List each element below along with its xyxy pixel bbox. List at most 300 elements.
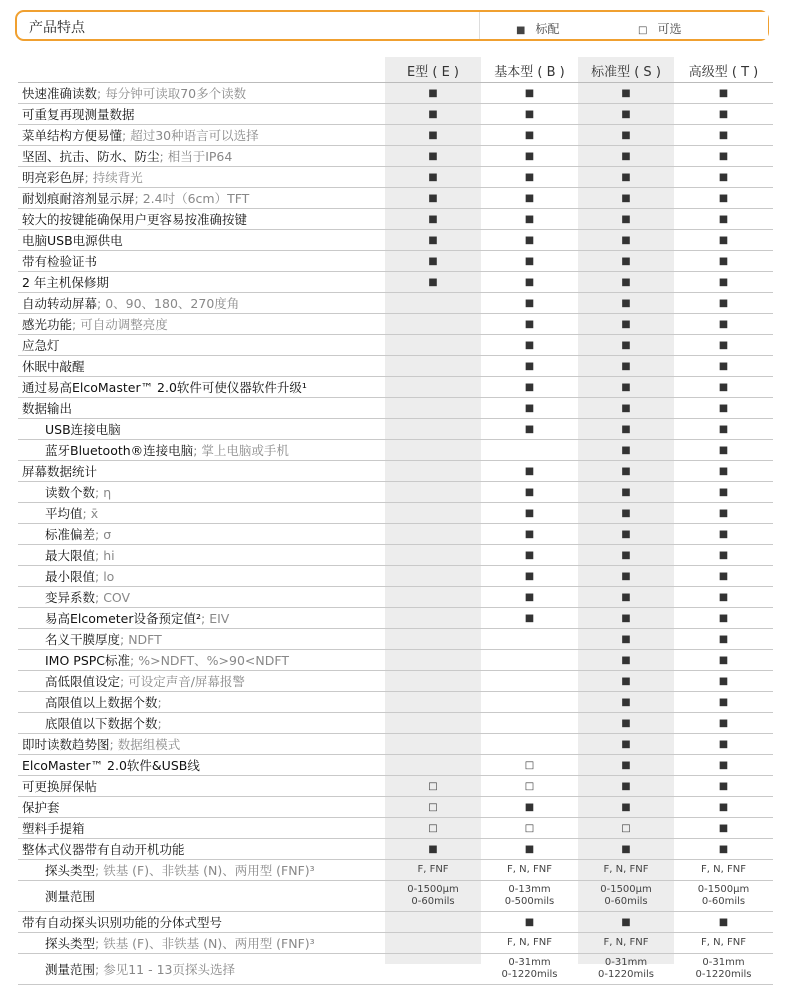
feature-cell <box>18 818 385 839</box>
mark-cell: ■ <box>481 146 578 167</box>
table-row <box>18 692 773 713</box>
table-row <box>18 860 773 881</box>
range-cell <box>578 881 674 912</box>
table-row <box>18 912 773 933</box>
feature-note: ; 铁基 (F)、非铁基 (N)、两用型 (FNF)³ <box>95 863 315 878</box>
mark-cell: ■ <box>481 419 578 440</box>
mark-cell <box>385 692 481 713</box>
mark-cell: ■ <box>578 104 674 125</box>
range-metric: 0-1500µm <box>697 884 750 895</box>
range-imperial: 0-1220mils <box>695 969 752 980</box>
feature-label: 自动转动屏幕 <box>22 296 98 311</box>
feature-cell <box>18 587 385 608</box>
feature-cell <box>18 482 385 503</box>
mark-cell: ■ <box>578 440 674 461</box>
feature-cell <box>18 608 385 629</box>
range-imperial: 0-60mils <box>411 896 455 907</box>
mark-cell: ■ <box>481 293 578 314</box>
mark-cell <box>385 545 481 566</box>
mark-cell: ■ <box>578 713 674 734</box>
feature-note: ; η <box>95 485 112 500</box>
mark-cell: ■ <box>481 314 578 335</box>
table-row <box>18 545 773 566</box>
mark-cell: ■ <box>481 482 578 503</box>
mark-cell <box>385 734 481 755</box>
mark-cell: ■ <box>578 230 674 251</box>
mark-cell: ■ <box>385 188 481 209</box>
table-row <box>18 629 773 650</box>
table-row <box>18 608 773 629</box>
mark-cell: ■ <box>578 671 674 692</box>
table-row <box>18 230 773 251</box>
mark-cell <box>385 398 481 419</box>
feature-label: 高限值以上数据个数 <box>45 695 158 710</box>
mark-cell <box>385 629 481 650</box>
table-row <box>18 734 773 755</box>
table-row <box>18 587 773 608</box>
feature-cell <box>18 377 385 398</box>
feature-label: 菜单结构方便易懂 <box>22 128 123 143</box>
feature-cell <box>18 104 385 125</box>
mark-cell <box>385 566 481 587</box>
table-row <box>18 419 773 440</box>
mark-cell: ■ <box>481 377 578 398</box>
feature-cell <box>18 912 385 933</box>
mark-cell: ■ <box>578 209 674 230</box>
table-row <box>18 755 773 776</box>
range-cell <box>674 881 773 912</box>
range-metric: 0-1500µm <box>600 884 652 895</box>
mark-cell: ■ <box>578 524 674 545</box>
mark-cell: ■ <box>481 608 578 629</box>
mark-cell: ■ <box>385 146 481 167</box>
table-row <box>18 797 773 818</box>
mark-cell <box>385 713 481 734</box>
mark-cell <box>385 440 481 461</box>
probe-type-cell: F, N, FNF <box>674 860 773 881</box>
range-cell <box>385 881 481 912</box>
mark-cell: ■ <box>674 209 773 230</box>
mark-cell: ■ <box>578 356 674 377</box>
feature-cell <box>18 398 385 419</box>
mark-cell: ■ <box>481 251 578 272</box>
range-cell <box>481 881 578 912</box>
mark-cell: ■ <box>578 293 674 314</box>
mark-cell: ■ <box>674 440 773 461</box>
mark-cell: ■ <box>674 671 773 692</box>
mark-cell <box>385 755 481 776</box>
mark-cell: ■ <box>385 104 481 125</box>
mark-cell <box>481 629 578 650</box>
feature-note: ; 每分钟可读取70多个读数 <box>97 86 247 101</box>
feature-label: 易高Elcometer设备预定值² <box>45 611 202 626</box>
feature-table <box>18 58 773 985</box>
mark-cell: ■ <box>674 314 773 335</box>
feature-cell <box>18 146 385 167</box>
mark-cell: ■ <box>578 650 674 671</box>
mark-cell <box>385 356 481 377</box>
range-cell <box>481 954 578 985</box>
feature-label: 探头类型 <box>45 936 96 951</box>
mark-cell <box>481 440 578 461</box>
feature-label: 变异系数 <box>45 590 96 605</box>
feature-label: 屏幕数据统计 <box>22 464 98 479</box>
mark-cell: ■ <box>674 83 773 104</box>
feature-cell <box>18 167 385 188</box>
feature-note: ; 数据组模式 <box>109 737 181 752</box>
probe-type-cell: F, N, FNF <box>674 933 773 954</box>
mark-cell: ■ <box>578 251 674 272</box>
feature-note: ; hi <box>95 548 115 563</box>
feature-label: 数据输出 <box>22 401 73 416</box>
feature-cell <box>18 251 385 272</box>
feature-label: 带有检验证书 <box>22 254 98 269</box>
feature-cell <box>18 209 385 230</box>
range-metric: 0-31mm <box>702 957 745 968</box>
feature-cell <box>18 461 385 482</box>
mark-cell: ■ <box>385 230 481 251</box>
table-row <box>18 251 773 272</box>
range-imperial: 0-1220mils <box>598 969 654 980</box>
probe-type-cell: F, N, FNF <box>481 860 578 881</box>
table-header-row <box>18 58 773 83</box>
mark-cell: ■ <box>674 272 773 293</box>
mark-cell: ■ <box>674 839 773 860</box>
mark-cell: ■ <box>481 104 578 125</box>
feature-note: ; 超过30种语言可以选择 <box>122 128 259 143</box>
column-header: 高级型 ( T ) <box>674 58 773 83</box>
mark-cell: ■ <box>481 398 578 419</box>
range-metric: 0-31mm <box>604 957 648 968</box>
legend-optional: □ 可选 <box>638 22 682 36</box>
feature-cell <box>18 230 385 251</box>
mark-cell <box>385 608 481 629</box>
table-row <box>18 209 773 230</box>
mark-cell: □ <box>385 818 481 839</box>
feature-label: 快速准确读数 <box>22 86 98 101</box>
probe-type-cell: F, N, FNF <box>481 933 578 954</box>
mark-cell: ■ <box>674 629 773 650</box>
mark-cell <box>385 293 481 314</box>
mark-cell: □ <box>481 818 578 839</box>
mark-cell: ■ <box>674 734 773 755</box>
table-row <box>18 356 773 377</box>
mark-cell: ■ <box>578 629 674 650</box>
mark-cell <box>385 482 481 503</box>
feature-label: 感光功能 <box>22 317 73 332</box>
mark-cell <box>385 419 481 440</box>
feature-cell <box>18 335 385 356</box>
mark-cell: ■ <box>674 587 773 608</box>
mark-cell: ■ <box>578 272 674 293</box>
mark-cell: ■ <box>578 83 674 104</box>
legend <box>479 12 768 39</box>
mark-cell: ■ <box>674 818 773 839</box>
feature-cell <box>18 776 385 797</box>
feature-label: 高低限值设定 <box>45 674 121 689</box>
probe-type-cell <box>385 933 481 954</box>
mark-cell: ■ <box>674 167 773 188</box>
mark-cell: ■ <box>385 251 481 272</box>
table-row <box>18 818 773 839</box>
mark-cell: ■ <box>481 83 578 104</box>
mark-cell: ■ <box>578 335 674 356</box>
feature-note: ; 可自动调整亮度 <box>72 317 168 332</box>
mark-cell: ■ <box>481 524 578 545</box>
feature-cell <box>18 419 385 440</box>
table-row <box>18 125 773 146</box>
range-imperial: 0-500mils <box>504 896 555 907</box>
mark-cell: ■ <box>385 167 481 188</box>
feature-cell <box>18 188 385 209</box>
mark-cell: ■ <box>674 776 773 797</box>
mark-cell: ■ <box>481 912 578 933</box>
feature-label: 整体式仪器带有自动开机功能 <box>22 842 185 857</box>
table-row <box>18 713 773 734</box>
mark-cell: ■ <box>578 398 674 419</box>
mark-cell: ■ <box>674 524 773 545</box>
feature-label: IMO PSPC标准 <box>45 653 131 668</box>
mark-cell: ■ <box>481 503 578 524</box>
mark-cell: ■ <box>674 545 773 566</box>
feature-label: 即时读数趋势图 <box>22 737 110 752</box>
mark-cell: ■ <box>578 776 674 797</box>
table-row <box>18 461 773 482</box>
mark-cell <box>385 671 481 692</box>
feature-label: 带有自动探头识别功能的分体式型号 <box>22 915 223 930</box>
column-header: 标准型 ( S ) <box>578 58 674 83</box>
mark-cell: ■ <box>674 461 773 482</box>
mark-cell: ■ <box>481 461 578 482</box>
mark-cell: ■ <box>385 839 481 860</box>
mark-cell <box>481 713 578 734</box>
feature-label: 最小限值 <box>45 569 96 584</box>
mark-cell: ■ <box>385 125 481 146</box>
mark-cell: ■ <box>578 146 674 167</box>
mark-cell <box>385 335 481 356</box>
mark-cell: ■ <box>674 482 773 503</box>
mark-cell: ■ <box>674 419 773 440</box>
legend-standard: ■ 标配 <box>516 22 560 36</box>
table-row <box>18 776 773 797</box>
feature-note: ; 2.4吋（6cm）TFT <box>134 191 250 206</box>
mark-cell: ■ <box>674 713 773 734</box>
feature-label: 坚固、抗击、防水、防尘 <box>22 149 160 164</box>
feature-label: 可更换屏保帖 <box>22 779 98 794</box>
table-row <box>18 104 773 125</box>
table-row <box>18 398 773 419</box>
mark-cell: ■ <box>674 230 773 251</box>
probe-type-cell: F, FNF <box>385 860 481 881</box>
range-metric: 0-13mm <box>508 884 551 895</box>
range-imperial: 0-1220mils <box>501 969 558 980</box>
range-cell <box>578 954 674 985</box>
feature-cell <box>18 881 385 912</box>
mark-cell: ■ <box>674 755 773 776</box>
feature-note: ; x̄ <box>82 506 99 521</box>
mark-cell: ■ <box>578 587 674 608</box>
feature-label: 塑料手提箱 <box>22 821 85 836</box>
feature-cell <box>18 860 385 881</box>
mark-cell: ■ <box>481 188 578 209</box>
feature-cell <box>18 125 385 146</box>
feature-label: 2 年主机保修期 <box>22 275 109 290</box>
section-title: 产品特点 <box>29 20 85 36</box>
feature-label: 保护套 <box>22 800 60 815</box>
filled-square-icon: ■ <box>516 25 526 36</box>
mark-cell: ■ <box>674 335 773 356</box>
table-row <box>18 524 773 545</box>
feature-note: ; 掌上电脑或手机 <box>193 443 289 458</box>
mark-cell: □ <box>385 776 481 797</box>
header-blank <box>18 58 385 83</box>
table-row <box>18 933 773 954</box>
mark-cell: ■ <box>578 734 674 755</box>
mark-cell: ■ <box>481 545 578 566</box>
section-header <box>15 10 769 41</box>
table-row <box>18 839 773 860</box>
mark-cell: ■ <box>674 104 773 125</box>
feature-label: 读数个数 <box>45 485 96 500</box>
mark-cell <box>385 587 481 608</box>
table-row <box>18 272 773 293</box>
feature-label: 休眠中敲醒 <box>22 359 85 374</box>
mark-cell: ■ <box>578 692 674 713</box>
feature-cell <box>18 629 385 650</box>
range-cell <box>674 954 773 985</box>
table-row <box>18 83 773 104</box>
mark-cell: ■ <box>481 356 578 377</box>
feature-cell <box>18 293 385 314</box>
feature-note: ; <box>157 716 162 731</box>
column-header: 基本型 ( B ) <box>481 58 578 83</box>
mark-cell: ■ <box>674 251 773 272</box>
feature-cell <box>18 314 385 335</box>
feature-cell <box>18 933 385 954</box>
mark-cell: ■ <box>481 272 578 293</box>
mark-cell <box>385 377 481 398</box>
mark-cell: ■ <box>578 461 674 482</box>
feature-cell <box>18 272 385 293</box>
table-row <box>18 566 773 587</box>
table-row <box>18 167 773 188</box>
range-imperial: 0-60mils <box>701 896 746 907</box>
feature-label: 蓝牙Bluetooth®连接电脑 <box>45 443 194 458</box>
mark-cell: ■ <box>674 293 773 314</box>
feature-label: 最大限值 <box>45 548 96 563</box>
mark-cell: ■ <box>578 125 674 146</box>
mark-cell: ■ <box>674 188 773 209</box>
mark-cell: □ <box>578 818 674 839</box>
mark-cell: ■ <box>578 167 674 188</box>
mark-cell: □ <box>481 776 578 797</box>
table-row <box>18 671 773 692</box>
table-row <box>18 314 773 335</box>
mark-cell: ■ <box>578 839 674 860</box>
mark-cell: ■ <box>578 545 674 566</box>
mark-cell: ■ <box>578 608 674 629</box>
feature-cell <box>18 839 385 860</box>
feature-label: 应急灯 <box>22 338 60 353</box>
feature-label: ElcoMaster™ 2.0软件&USB线 <box>22 758 200 773</box>
mark-cell: ■ <box>481 209 578 230</box>
mark-cell: ■ <box>674 650 773 671</box>
feature-cell <box>18 83 385 104</box>
feature-label: 测量范围 <box>45 889 96 904</box>
range-metric: 0-1500µm <box>407 884 459 895</box>
mark-cell: ■ <box>481 587 578 608</box>
mark-cell <box>385 912 481 933</box>
column-header: E型 ( E ) <box>385 58 481 83</box>
feature-cell <box>18 440 385 461</box>
mark-cell: ■ <box>578 797 674 818</box>
mark-cell <box>481 671 578 692</box>
table-row <box>18 881 773 912</box>
feature-note: ; EIV <box>201 611 230 626</box>
feature-cell <box>18 671 385 692</box>
table-row <box>18 188 773 209</box>
mark-cell <box>481 734 578 755</box>
feature-cell <box>18 755 385 776</box>
table-row <box>18 503 773 524</box>
mark-cell: ■ <box>674 797 773 818</box>
mark-cell: ■ <box>481 839 578 860</box>
feature-label: 电脑USB电源供电 <box>22 233 123 248</box>
mark-cell <box>385 650 481 671</box>
feature-note: ; 参见11 - 13页探头选择 <box>95 962 235 977</box>
mark-cell: ■ <box>481 125 578 146</box>
feature-cell <box>18 356 385 377</box>
mark-cell: □ <box>481 755 578 776</box>
feature-cell <box>18 566 385 587</box>
feature-cell <box>18 954 385 985</box>
mark-cell <box>385 314 481 335</box>
feature-label: 可重复再现测量数据 <box>22 107 135 122</box>
feature-note: ; COV <box>95 590 131 605</box>
probe-type-cell: F, N, FNF <box>578 933 674 954</box>
table-row <box>18 440 773 461</box>
range-metric: 0-31mm <box>508 957 551 968</box>
feature-cell <box>18 545 385 566</box>
mark-cell: ■ <box>674 503 773 524</box>
mark-cell: ■ <box>385 83 481 104</box>
range-cell <box>385 954 481 985</box>
mark-cell: ■ <box>578 503 674 524</box>
feature-label: 平均值 <box>45 506 83 521</box>
feature-label: 名义干膜厚度 <box>45 632 121 647</box>
mark-cell: ■ <box>674 377 773 398</box>
mark-cell: ■ <box>674 125 773 146</box>
mark-cell: ■ <box>674 912 773 933</box>
mark-cell <box>385 524 481 545</box>
mark-cell: ■ <box>578 419 674 440</box>
range-imperial: 0-60mils <box>604 896 648 907</box>
mark-cell <box>385 503 481 524</box>
feature-label: 通过易高ElcoMaster™ 2.0软件可使仪器软件升级¹ <box>22 380 307 395</box>
feature-note: ; σ <box>95 527 112 542</box>
feature-cell <box>18 692 385 713</box>
feature-label: 明亮彩色屏 <box>22 170 85 185</box>
table-row <box>18 650 773 671</box>
mark-cell: ■ <box>578 377 674 398</box>
mark-cell: ■ <box>481 797 578 818</box>
feature-note: ; 可设定声音/屏幕报警 <box>120 674 245 689</box>
feature-note: ; NDFT <box>120 632 162 647</box>
feature-label: 探头类型 <box>45 863 96 878</box>
mark-cell: ■ <box>674 398 773 419</box>
feature-label: 测量范围 <box>45 962 96 977</box>
table-row <box>18 293 773 314</box>
